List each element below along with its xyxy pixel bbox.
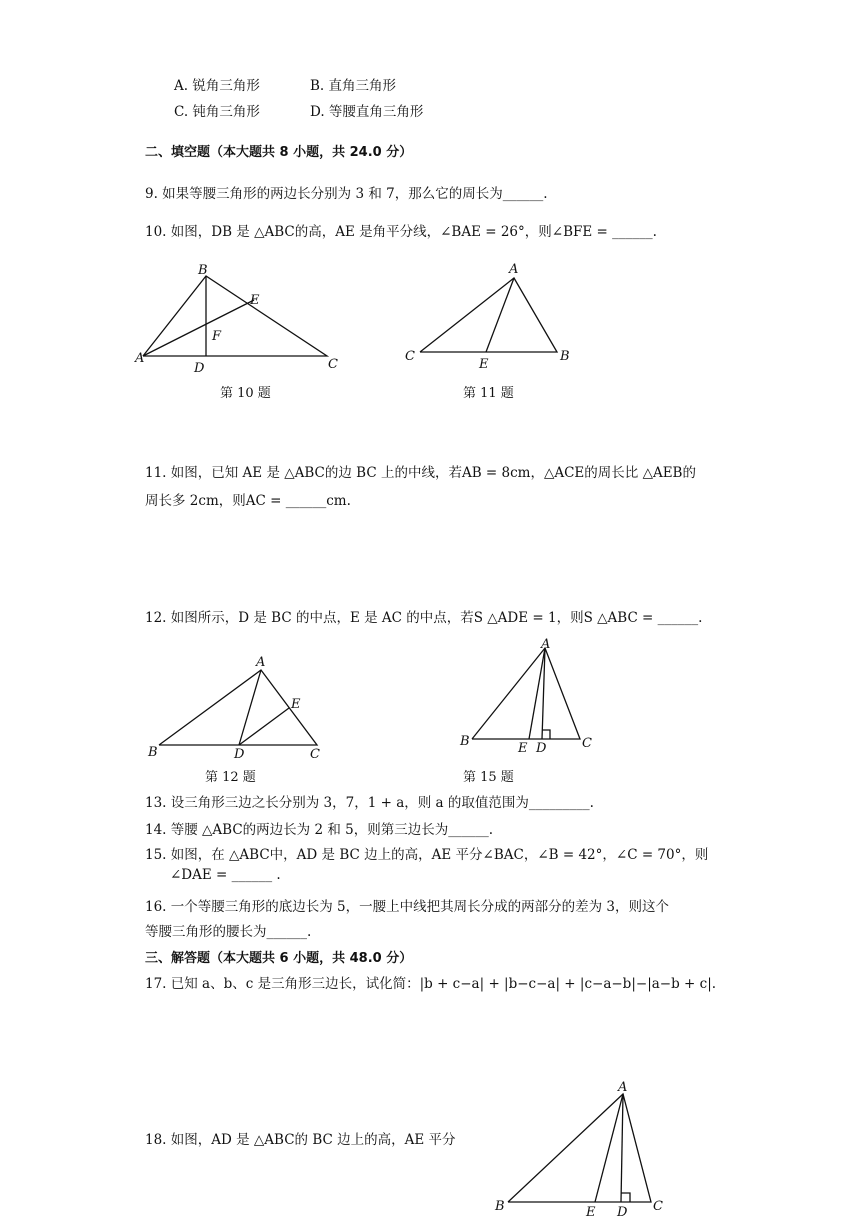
- question-14: 14. 等腰 △ABC的两边长为 2 和 5，则第三边长为______.: [145, 822, 494, 838]
- question-11-line-1: 11. 如图，已知 AE 是 △ABC的边 BC 上的中线，若AB = 8cm，△ACE的周长比 △AEB的: [145, 465, 696, 481]
- fig10-label-d: D: [194, 361, 205, 376]
- fig10-label-a: A: [135, 351, 145, 366]
- question-16-line-2: 等腰三角形的腰长为______.: [145, 924, 312, 940]
- fig10-label-b: B: [198, 263, 208, 278]
- question-9: 9. 如果等腰三角形的两边长分别为 3 和 7，那么它的周长为______.: [145, 186, 548, 202]
- option-a: A. 锐角三角形: [174, 78, 260, 94]
- question-15-line-2: ∠DAE = ______ .: [170, 867, 281, 883]
- fig11-label-b: B: [560, 349, 570, 364]
- figure-11-caption: 第 11 题: [463, 386, 514, 401]
- question-10: 10. 如图，DB 是 △ABC的高，AE 是角平分线，∠BAE = 26°，则∠BFE = ______.: [145, 224, 657, 240]
- option-c: C. 钝角三角形: [174, 104, 260, 120]
- question-11-line-2: 周长多 2cm，则AC = ______cm.: [145, 493, 351, 509]
- question-16-line-1: 16. 一个等腰三角形的底边长为 5，一腰上中线把其周长分成的两部分的差为 3，则这个: [145, 899, 670, 915]
- fig12-label-a: A: [256, 655, 266, 670]
- fig18-label-e: E: [586, 1205, 596, 1216]
- question-18: 18. 如图，AD 是 △ABC的 BC 边上的高，AE 平分: [145, 1132, 456, 1148]
- figure-15-caption: 第 15 题: [463, 770, 514, 785]
- section-2-heading: 二、填空题（本大题共 8 小题，共 24.0 分）: [145, 145, 413, 160]
- fig11-label-c: C: [405, 349, 415, 364]
- fig12-label-c: C: [310, 747, 320, 762]
- fig18-label-b: B: [495, 1199, 505, 1214]
- question-12: 12. 如图所示，D 是 BC 的中点，E 是 AC 的中点，若S △ADE = 1，则S △ABC = ______.: [145, 610, 703, 626]
- fig10-label-e: E: [250, 293, 260, 308]
- fig15-label-d: D: [536, 741, 547, 756]
- figure-12-caption: 第 12 题: [205, 770, 256, 785]
- question-17: 17. 已知 a、b、c 是三角形三边长，试化简：|b + c−a| + |b−c−a| + |c−a−b|−|a−b + c|.: [145, 976, 717, 992]
- question-15-line-1: 15. 如图，在 △ABC中，AD 是 BC 边上的高，AE 平分∠BAC，∠B = 42°，∠C = 70°，则: [145, 847, 709, 863]
- fig15-label-c: C: [582, 736, 592, 751]
- figure-10-caption: 第 10 题: [220, 386, 271, 401]
- figure-15: [455, 635, 605, 760]
- fig12-label-e: E: [291, 697, 301, 712]
- fig18-label-a: A: [618, 1080, 628, 1095]
- fig15-label-a: A: [541, 637, 551, 652]
- fig10-label-c: C: [328, 357, 338, 372]
- section-3-heading: 三、解答题（本大题共 6 小题，共 48.0 分）: [145, 951, 413, 966]
- figure-10: [130, 260, 360, 380]
- figure-12: [145, 650, 335, 765]
- figure-11: [400, 260, 580, 370]
- fig11-label-e: E: [479, 357, 489, 372]
- fig18-label-c: C: [653, 1199, 663, 1214]
- fig15-label-b: B: [460, 734, 470, 749]
- fig12-label-d: D: [234, 747, 245, 762]
- fig10-label-f: F: [212, 329, 222, 344]
- figure-18: [490, 1078, 680, 1216]
- fig11-label-a: A: [509, 262, 519, 277]
- fig18-label-d: D: [617, 1205, 628, 1216]
- question-13: 13. 设三角形三边之长分别为 3，7，1 + a，则 a 的取值范围为_________.: [145, 795, 594, 811]
- option-d: D. 等腰直角三角形: [310, 104, 424, 120]
- option-b: B. 直角三角形: [310, 78, 397, 94]
- fig12-label-b: B: [148, 745, 158, 760]
- fig15-label-e: E: [518, 741, 528, 756]
